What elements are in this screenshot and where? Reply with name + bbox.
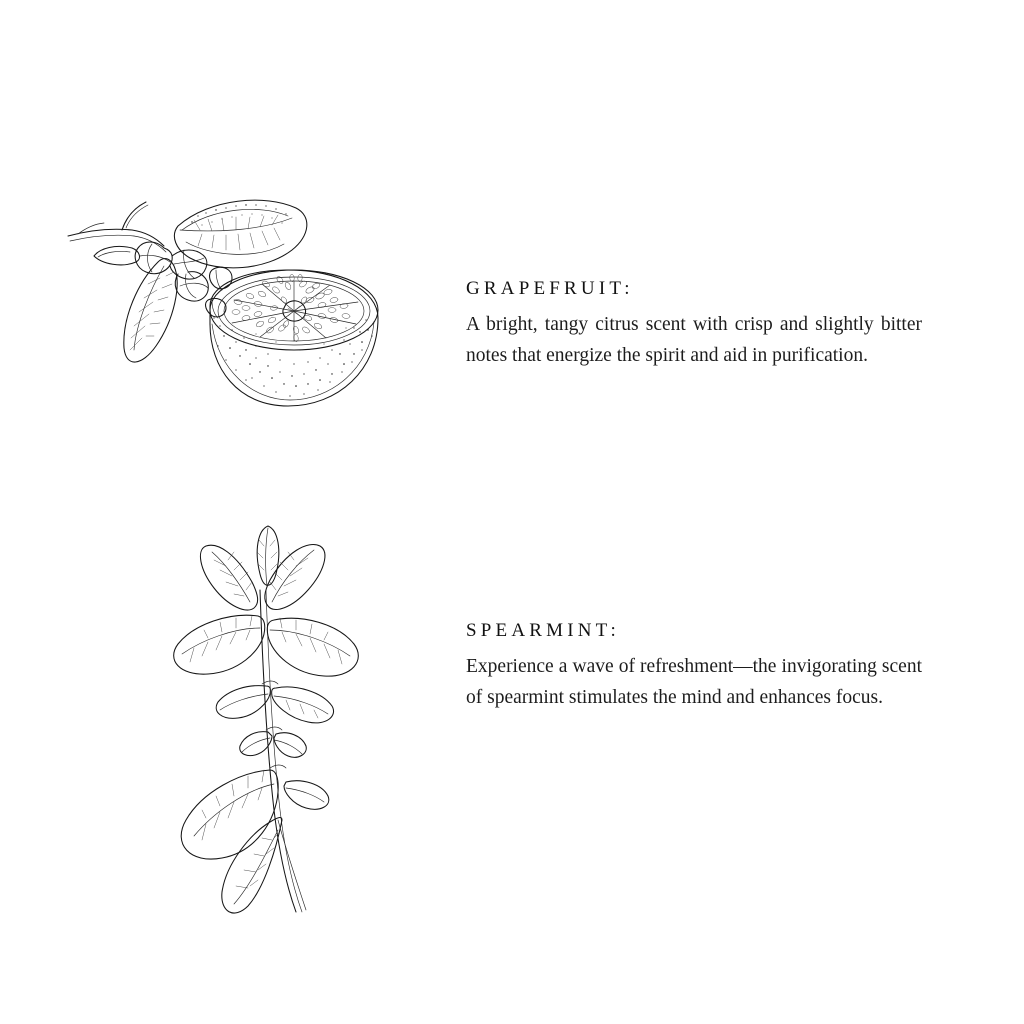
ingredient-block-grapefruit (60, 178, 926, 448)
grapefruit-leaf-top (174, 200, 306, 268)
spearmint-leaf-lower-right (284, 781, 329, 809)
ingredient-block-spearmint (110, 520, 926, 920)
spearmint-leaf-crown (257, 526, 279, 586)
grapefruit-copy (466, 178, 926, 371)
spearmint-leaf-bottom (222, 818, 282, 914)
grapefruit-illustration (60, 178, 430, 448)
spearmint-illustration (110, 520, 430, 920)
grapefruit-leaf-lower (124, 259, 177, 363)
spearmint-copy (466, 520, 926, 713)
spearmint-leaf-upper-left (174, 615, 265, 674)
spearmint-leaf-top-left (200, 545, 257, 610)
spearmint-leaf-mid-right (272, 687, 334, 723)
grapefruit-leaf-small (94, 246, 139, 264)
grapefruit-blossom (135, 242, 232, 318)
spearmint-leaf-top-right (265, 544, 325, 609)
spearmint-leaf-upper-right (267, 618, 358, 676)
spearmint-description: Experience a wave of refreshment—the invigorating scent of spearmint stimulates the mind and enhances focus. (466, 656, 922, 708)
spearmint-title: SPEARMINT: (466, 620, 621, 641)
spearmint-leaf-mid-left (216, 686, 270, 719)
grapefruit-description: A bright, tangy citrus scent with crisp and slightly bitter notes that energize the spirit and aid in purification. (466, 314, 922, 366)
grapefruit-half-fruit (210, 270, 378, 406)
grapefruit-title: GRAPEFRUIT: (466, 278, 634, 299)
spearmint-leaf-lower-left (181, 770, 278, 859)
